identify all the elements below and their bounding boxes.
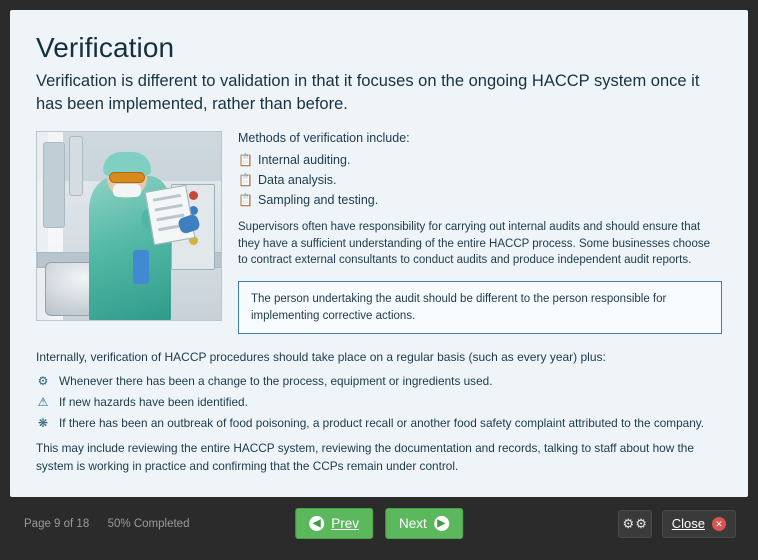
progress-status bbox=[24, 518, 189, 530]
settings-button[interactable] bbox=[618, 510, 652, 538]
list-item bbox=[36, 374, 722, 388]
internally-intro: Internally, verification of HACCP procedures should take place on a regular basis (such as every year) plus: bbox=[36, 350, 606, 365]
verification-methods-column bbox=[238, 131, 722, 334]
chevron-right-icon: ▶ bbox=[434, 516, 449, 531]
slide-panel bbox=[10, 10, 748, 497]
photo-pipe bbox=[43, 142, 65, 228]
list-item-label: If there has been an outbreak of food poisoning, a product recall or another food safety complaint attributed to the company. bbox=[59, 416, 705, 431]
player-footer bbox=[10, 497, 748, 550]
list-item-label: If new hazards have been identified. bbox=[59, 395, 248, 410]
slide-subtitle: Verification is different to validation in that it focuses on the ongoing HACCP system once it has been implemented, rather than before. bbox=[36, 72, 700, 114]
list-item bbox=[36, 395, 722, 409]
chevron-left-icon: ◀ bbox=[309, 516, 324, 531]
photo-pipe bbox=[69, 136, 83, 196]
close-x-icon: ✕ bbox=[712, 517, 726, 531]
methods-list bbox=[238, 153, 722, 207]
list-item bbox=[238, 153, 722, 167]
supervisors-paragraph: Supervisors often have responsibility for carrying out internal audits and should ensure that they have a sufficient understanding of the entire HACCP process. Some businesses choose to contract external consultants to conduct audits and produce independent audit reports. bbox=[238, 220, 710, 267]
prev-button-label: Prev bbox=[331, 515, 359, 531]
bacteria-icon: ❋ bbox=[37, 416, 49, 431]
gear-settings-icon: ⚙ ⚙ bbox=[622, 515, 647, 531]
clipboard-icon: 📋 bbox=[238, 192, 253, 207]
completion-indicator: 50% Completed bbox=[107, 517, 190, 530]
photo-indicator-light bbox=[189, 191, 198, 200]
photo-sample-bottle bbox=[133, 250, 149, 284]
prev-button[interactable] bbox=[295, 508, 373, 539]
footer-right-controls bbox=[618, 510, 736, 538]
triggers-list bbox=[36, 374, 722, 430]
list-item-label: Sampling and testing. bbox=[258, 192, 379, 207]
list-item-label: Internal auditing. bbox=[258, 152, 351, 167]
clipboard-icon: 📋 bbox=[238, 172, 253, 187]
callout-box: The person undertaking the audit should be different to the person responsible for implementing corrective actions. bbox=[238, 281, 722, 334]
gear-change-icon: ⚙ bbox=[37, 374, 49, 389]
page-title: Verification bbox=[36, 32, 175, 63]
close-button-label: Close bbox=[671, 516, 705, 531]
food-factory-worker-photo bbox=[36, 131, 222, 321]
page-indicator: Page 9 of 18 bbox=[24, 517, 90, 530]
photo-worker-goggles bbox=[109, 172, 145, 183]
clipboard-icon: 📋 bbox=[238, 152, 253, 167]
methods-lead: Methods of verification include: bbox=[238, 130, 410, 145]
next-button[interactable] bbox=[385, 508, 463, 539]
closing-paragraph: This may include reviewing the entire HACCP system, reviewing the documentation and records, talking to staff about how the system is working in practice and confirming that the CCPs remain under control. bbox=[36, 441, 694, 473]
list-item bbox=[36, 416, 722, 430]
list-item-label: Data analysis. bbox=[258, 172, 337, 187]
internal-verification-section bbox=[36, 350, 722, 475]
list-item bbox=[238, 173, 722, 187]
navigation-buttons bbox=[295, 508, 463, 539]
content-columns bbox=[36, 131, 722, 334]
list-item-label: Whenever there has been a change to the process, equipment or ingredients used. bbox=[59, 374, 493, 389]
warning-triangle-icon: ⚠ bbox=[37, 395, 49, 410]
list-item bbox=[238, 193, 722, 207]
next-button-label: Next bbox=[399, 515, 427, 531]
close-button[interactable] bbox=[662, 510, 736, 538]
photo-worker-mask bbox=[113, 184, 141, 197]
slide-content bbox=[10, 10, 748, 486]
